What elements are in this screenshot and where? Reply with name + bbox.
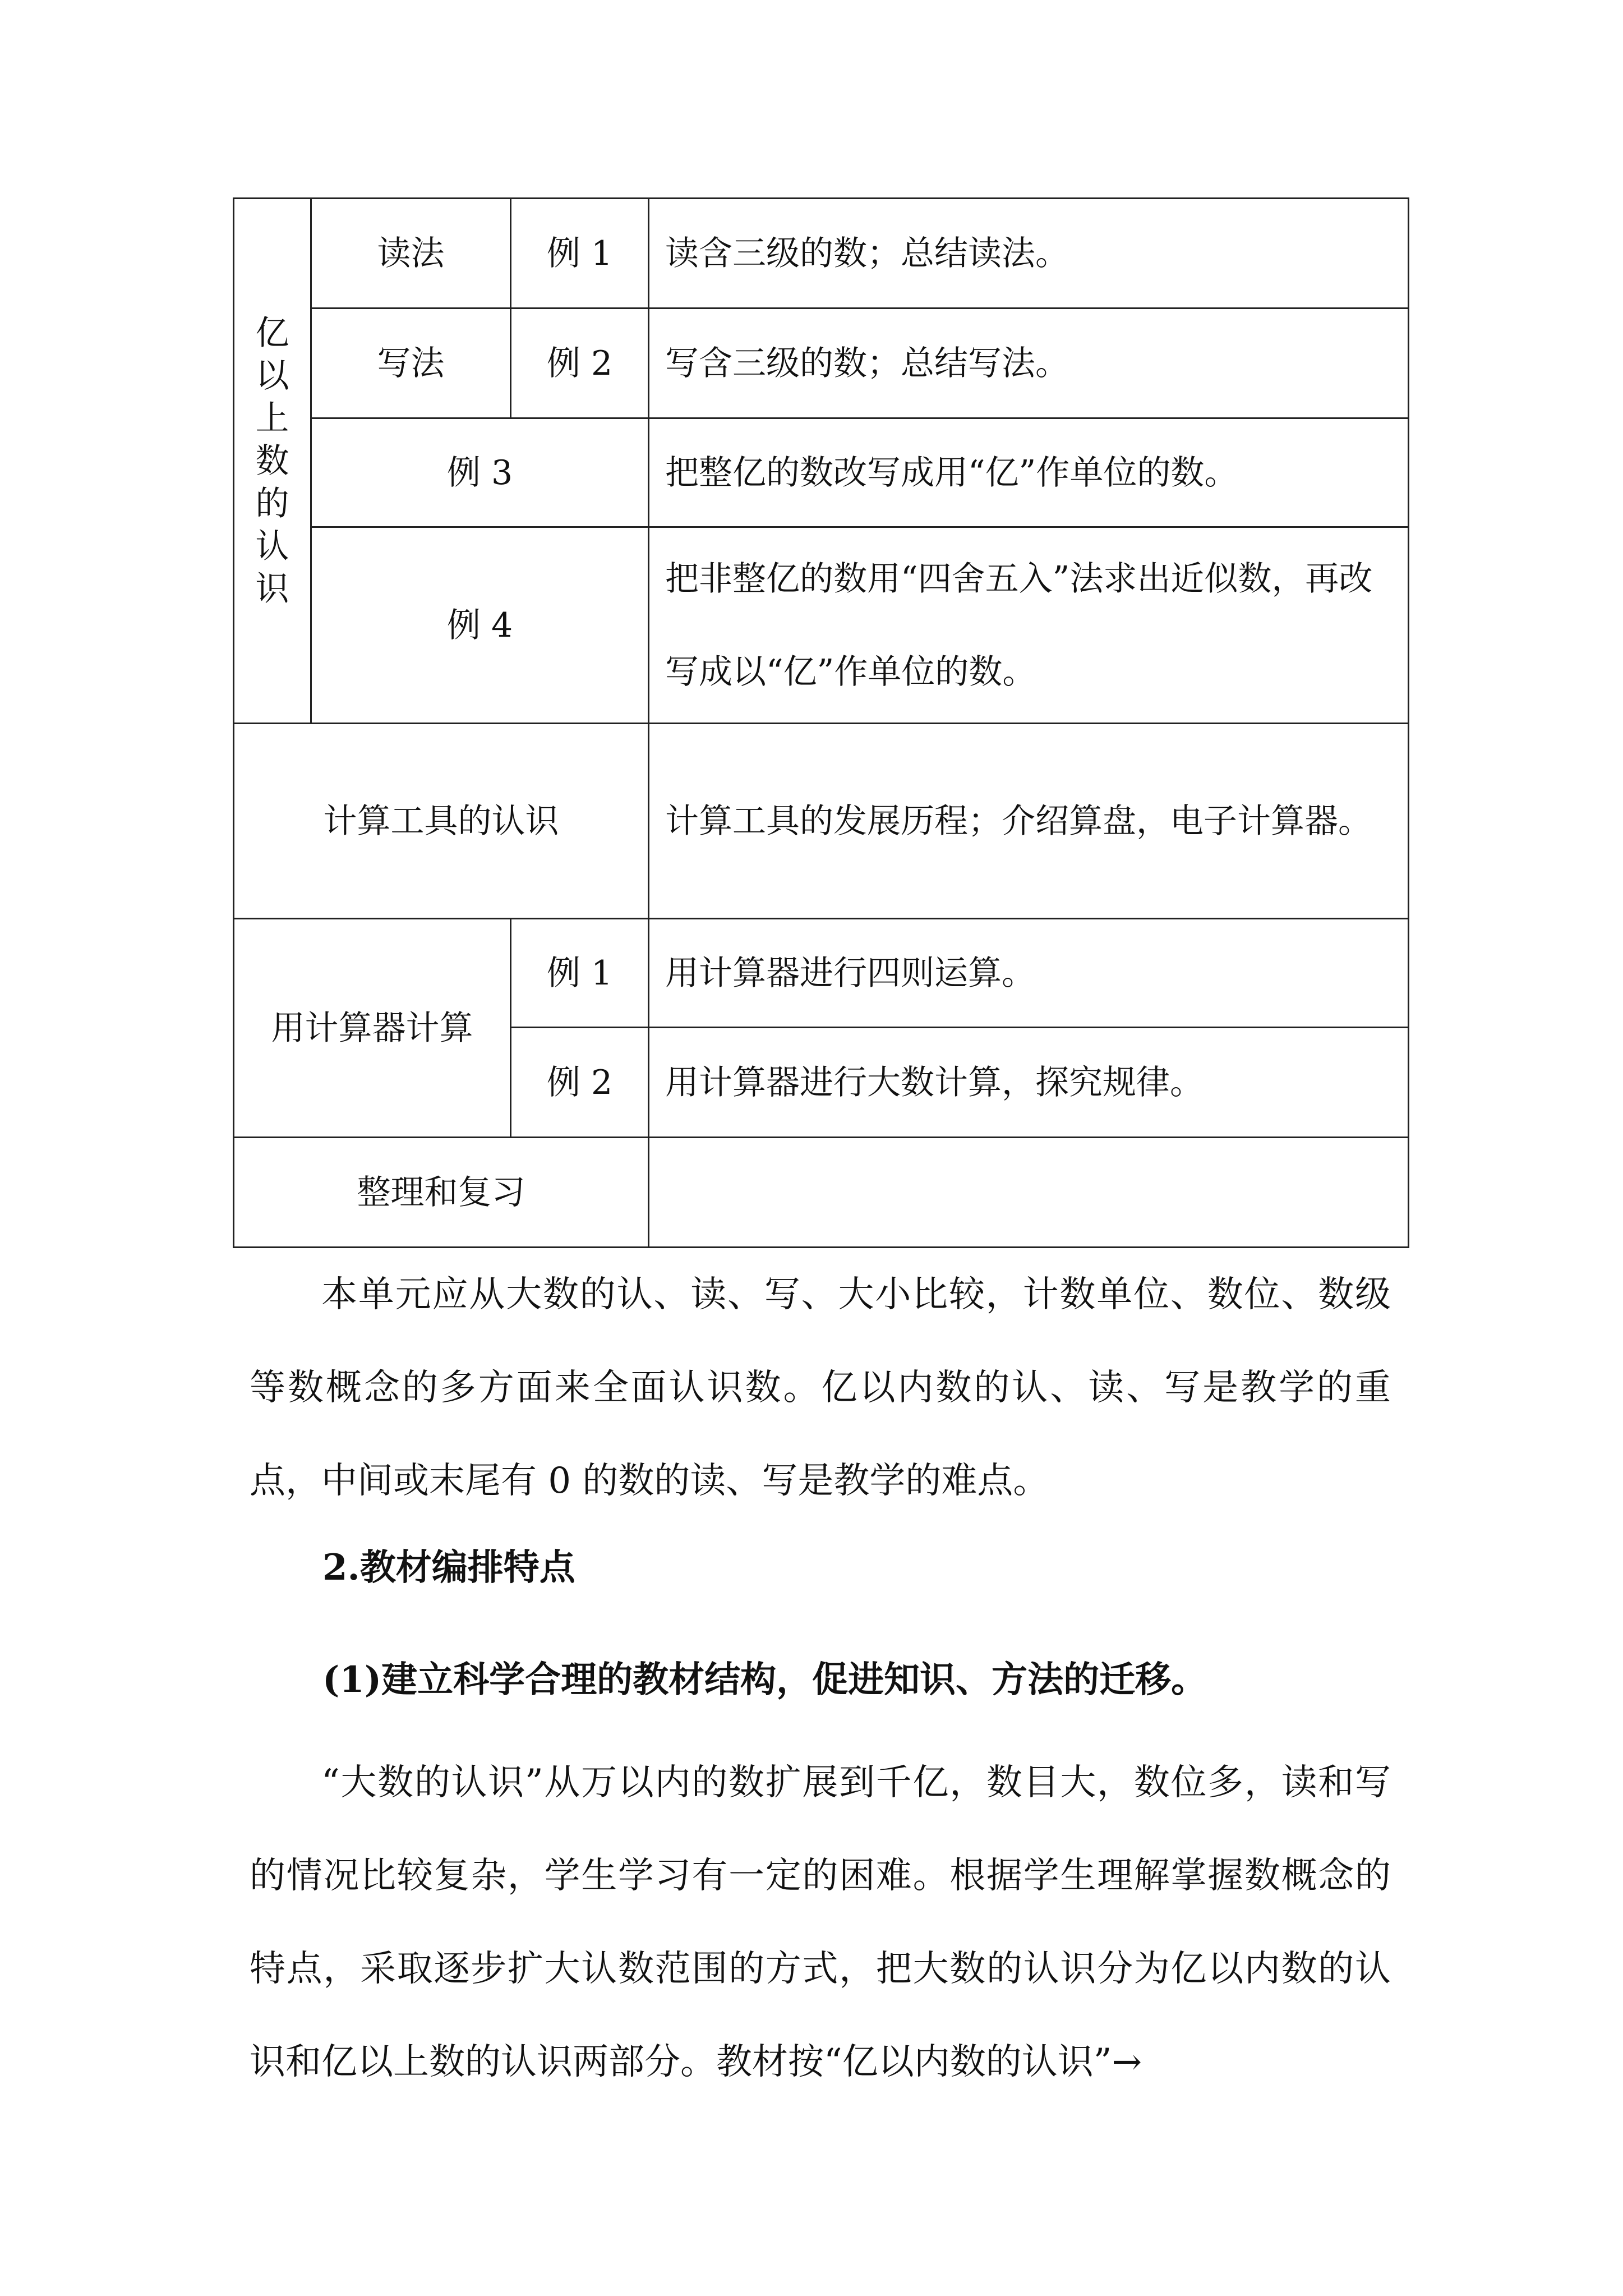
table-row: [234, 919, 1409, 1028]
textbook-structure-paragraph: “大数的认识”从万以内的数扩展到千亿，数目大，数位多，读和写的情况比较复杂，学生学习有一定的困难。根据学生理解掌握数概念的特点，采取逐步扩大认数范围的方式，把大数的认识分为亿以内数的认识和亿以上数的认识两部分。教材按“亿以内数的认识”→: [250, 1762, 1391, 2083]
section-label-yi-above: [234, 199, 311, 724]
example3-desc-cell: 把整亿的数改写成用“亿”作单位的数。: [649, 418, 1409, 527]
table-row: [234, 527, 1409, 724]
curriculum-outline-table: [233, 197, 1409, 1248]
table-row: [234, 199, 1409, 309]
calc-example2-desc-cell: 用计算器进行大数计算，探究规律。: [649, 1028, 1409, 1138]
read-method-cell: 读法: [311, 199, 511, 309]
unit-overview-paragraph: 本单元应从大数的认、读、写、大小比较，计数单位、数位、数级等数概念的多方面来全面认识数。亿以内数的认、读、写是教学的重点，中间或末尾有 0 的数的读、写是教学的难点。: [250, 1274, 1391, 1502]
calc-example1-desc-cell: 用计算器进行四则运算。: [649, 919, 1409, 1028]
section-label-text: 亿以上数的认识: [255, 313, 289, 609]
example4-desc-cell: 把非整亿的数用“四舍五入”法求出近似数，再改写成以“亿”作单位的数。: [649, 527, 1409, 724]
table-row: [234, 1138, 1409, 1248]
table-row: [234, 724, 1409, 919]
calc-example1-cell: 例 1: [511, 919, 649, 1028]
read-example-cell: 例 1: [511, 199, 649, 309]
example4-label-cell: 例 4: [311, 527, 649, 724]
review-label-cell: 整理和复习: [234, 1138, 649, 1248]
write-desc-cell: 写含三级的数；总结写法。: [649, 309, 1409, 418]
section-heading-2: 2.教材编排特点: [322, 1547, 575, 1589]
table-row: [234, 309, 1409, 418]
write-method-cell: 写法: [311, 309, 511, 418]
calc-example2-cell: 例 2: [511, 1028, 649, 1138]
subsection-heading-2-1: (1)建立科学合理的教材结构，促进知识、方法的迁移。: [322, 1659, 1207, 1701]
calc-label-cell: 用计算器计算: [234, 919, 511, 1138]
read-desc-cell: 读含三级的数；总结读法。: [649, 199, 1409, 309]
tools-label-cell: 计算工具的认识: [234, 724, 649, 919]
review-desc-cell: [649, 1138, 1409, 1248]
table-row: [234, 418, 1409, 527]
example3-label-cell: 例 3: [311, 418, 649, 527]
write-example-cell: 例 2: [511, 309, 649, 418]
tools-desc-cell: 计算工具的发展历程；介绍算盘，电子计算器。: [649, 724, 1409, 919]
